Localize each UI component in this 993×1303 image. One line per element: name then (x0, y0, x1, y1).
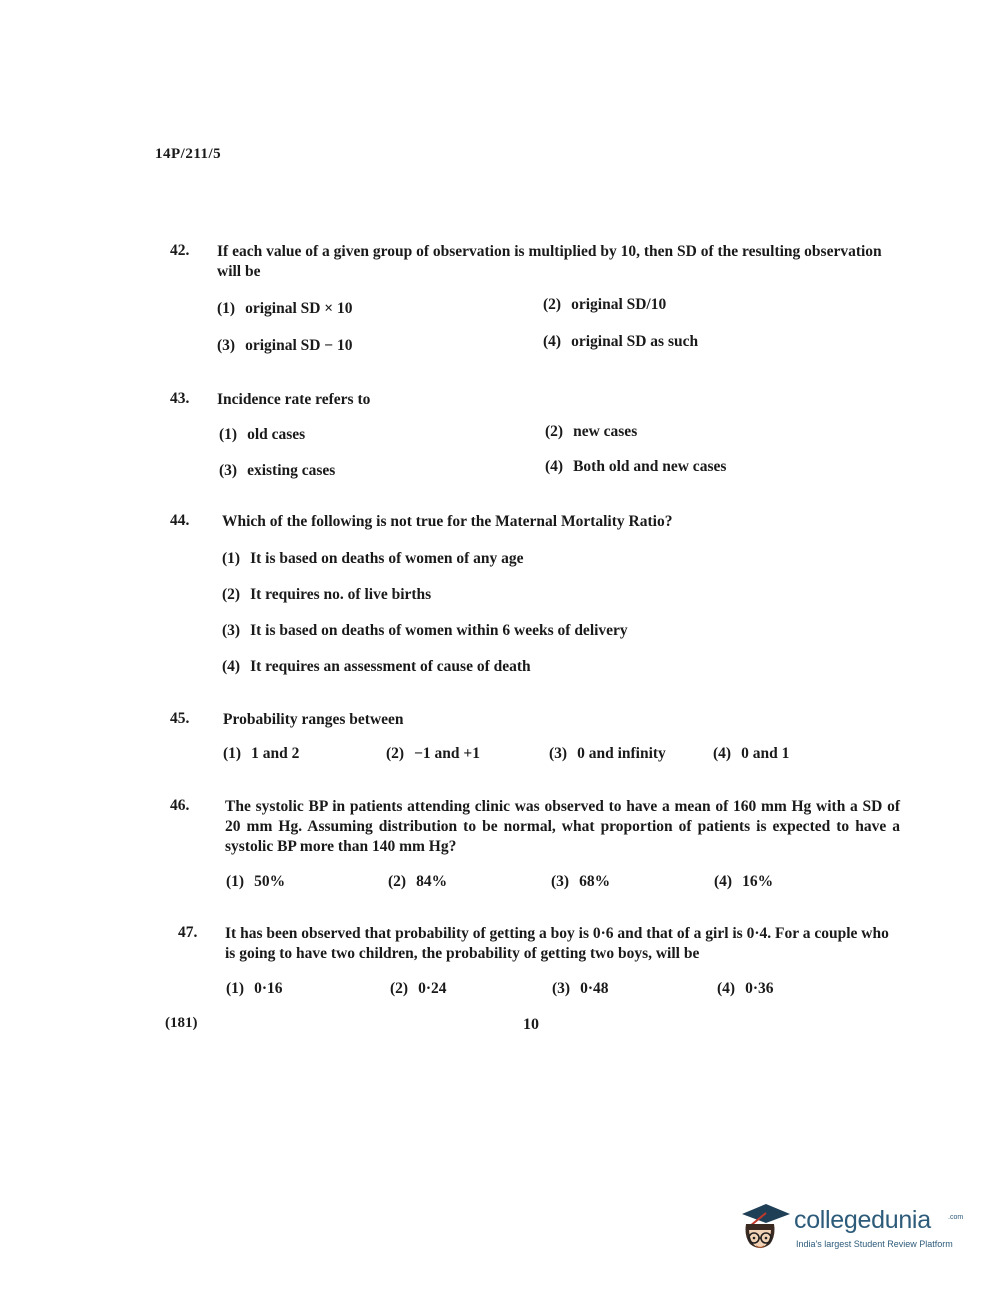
question-text: Probability ranges between (223, 711, 404, 728)
question-text: Which of the following is not true for the Maternal Mortality Ratio? (222, 513, 673, 530)
question-number: 44. (170, 512, 190, 529)
question-47 (170, 924, 900, 997)
page-number: 10 (523, 1016, 539, 1033)
question-text: The systolic BP in patients attending clinic was observed to have a mean of 160 mm Hg with a SD of 20 mm Hg. Assuming distribution to be normal, what proportion of patients is expected to have a systolic BP more than 140 mm Hg? (225, 798, 900, 855)
question-46 (170, 797, 900, 890)
option-3[interactable]: (3) original SD − 10 (217, 337, 353, 354)
options (217, 282, 900, 362)
option-3[interactable]: (3) 0·48 (552, 980, 609, 997)
logo-wordmark: collegedunia (794, 1206, 931, 1234)
option-1[interactable]: (1) original SD × 10 (217, 300, 353, 317)
option-4[interactable]: (4) 16% (714, 873, 774, 890)
option-1[interactable]: (1) 0·16 (226, 980, 283, 997)
option-2[interactable]: (2) 84% (388, 873, 448, 890)
option-2[interactable]: (2) new cases (545, 423, 638, 440)
booklet-number: (181) (165, 1015, 198, 1031)
mascot-icon (736, 1196, 792, 1256)
logo-domain-suffix: .com (948, 1214, 964, 1221)
option-4[interactable]: (4) 0·36 (717, 980, 774, 997)
option-1[interactable]: (1) It is based on deaths of women of any age (222, 550, 524, 567)
option-4[interactable]: (4) Both old and new cases (545, 458, 727, 475)
question-number: 47. (178, 924, 198, 941)
question-44 (170, 512, 900, 675)
option-3[interactable]: (3) 68% (551, 873, 611, 890)
option-3[interactable]: (3) 0 and infinity (549, 745, 666, 762)
option-4[interactable]: (4) 0 and 1 (713, 745, 790, 762)
option-1[interactable]: (1) old cases (219, 426, 306, 443)
question-number: 46. (170, 797, 190, 814)
option-2[interactable]: (2) It requires no. of live births (222, 586, 432, 603)
question-text: If each value of a given group of observation is multiplied by 10, then SD of the resulting observation will be (217, 243, 882, 280)
question-43 (170, 390, 900, 479)
paper-code: 14P/211/5 (155, 146, 222, 162)
question-42 (170, 242, 900, 362)
question-text: It has been observed that probability of getting a boy is 0·6 and that of a girl is 0·4. For a couple who is going to have two children, the probability of getting two boys, will be (225, 925, 889, 962)
option-4[interactable]: (4) original SD as such (543, 333, 699, 350)
question-number: 42. (170, 242, 190, 259)
logo-tagline: India's largest Student Review Platform (796, 1239, 953, 1249)
option-4[interactable]: (4) It requires an assessment of cause of death (222, 658, 531, 675)
question-number: 45. (170, 710, 190, 727)
question-number: 43. (170, 390, 190, 407)
option-2[interactable]: (2) −1 and +1 (386, 745, 480, 762)
option-3[interactable]: (3) It is based on deaths of women within 6 weeks of delivery (222, 622, 628, 639)
question-text: Incidence rate refers to (217, 391, 371, 408)
option-2[interactable]: (2) 0·24 (390, 980, 447, 997)
option-2[interactable]: (2) original SD/10 (543, 296, 667, 313)
option-1[interactable]: (1) 1 and 2 (223, 745, 300, 762)
question-45 (170, 710, 900, 762)
option-3[interactable]: (3) existing cases (219, 462, 336, 479)
option-1[interactable]: (1) 50% (226, 873, 286, 890)
collegedunia-logo[interactable] (736, 1196, 964, 1258)
